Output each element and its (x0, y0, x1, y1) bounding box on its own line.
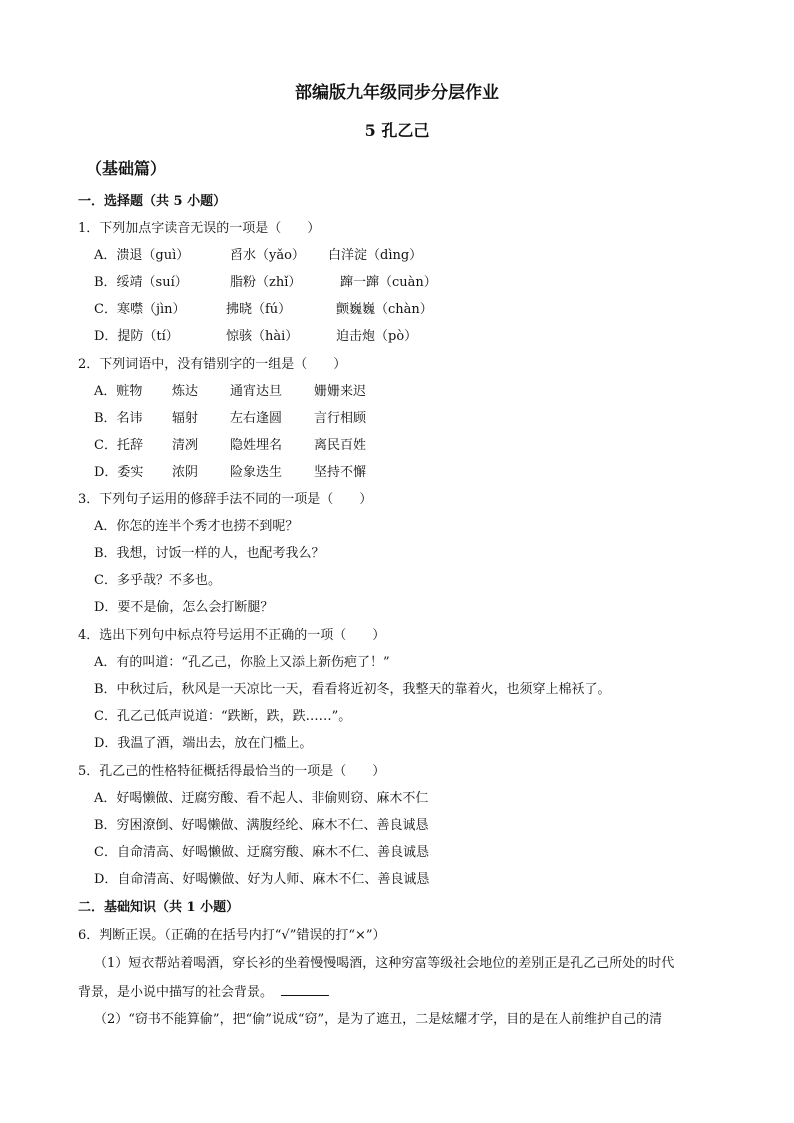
judge-item-1-cont (78, 983, 329, 1002)
option-item: 隐姓埋名 (230, 438, 283, 453)
option-d: D．自命清高、好喝懒做、好为人师、麻木不仁、善良诚恳 (94, 872, 430, 887)
option-c: C．孔乙己低声说道：“跌断，跌，跌……”。 (94, 709, 352, 724)
option-item: 拂晓（fú） (226, 302, 292, 317)
option-c: C．多乎哉？不多也。 (94, 573, 221, 588)
option-item: 舀水（yǎo） (230, 248, 305, 263)
question-stem: 2．下列词语中，没有错别字的一组是（ ） (78, 357, 347, 372)
option-item: 清冽 (172, 438, 199, 453)
option-b: B．中秋过后，秋风是一天凉比一天，看看将近初冬，我整天的靠着火，也须穿上棉袄了。 (94, 682, 611, 697)
option-b: B．穷困潦倒、好喝懒做、满腹经纶、麻木不仁、善良诚恳 (94, 818, 429, 833)
option-item: 言行相顾 (314, 411, 367, 426)
option-item: 蹿一蹿（cuàn） (340, 275, 437, 290)
option-item: 离民百姓 (314, 438, 367, 453)
option-a: A．你怎的连半个秀才也捞不到呢？ (94, 519, 299, 534)
judge-item-2: （2）“窃书不能算偷”，把“偷”说成“窃”，是为了遮丑，二是炫耀才学，目的是在人前维护自己的清 (94, 1012, 663, 1027)
option-a: A．好喝懒做、迂腐穷酸、看不起人、非偷则窃、麻木不仁 (94, 791, 429, 806)
option-item: 脂粉（zhǐ） (230, 275, 302, 290)
option-d: D．要不是偷，怎么会打断腿？ (94, 600, 274, 615)
option-c: C．托辞 (94, 438, 143, 453)
answer-blank[interactable] (281, 983, 329, 996)
question-stem: 1．下列加点字读音无误的一项是（ ） (78, 221, 321, 236)
option-item: 迫击炮（pò） (336, 329, 418, 344)
option-a: A．赃物 (94, 384, 143, 399)
option-a: A．有的叫道：“孔乙己，你脸上又添上新伤疤了！” (94, 655, 390, 670)
option-c: C．自命清高、好喝懒做、迂腐穷酸、麻木不仁、善良诚恳 (94, 845, 429, 860)
option-item: 白洋淀（dìng） (328, 248, 423, 263)
option-c: C．寒噤（jìn） (94, 302, 186, 317)
option-b: B．我想，讨饭一样的人，也配考我么？ (94, 546, 325, 561)
document-title: 部编版九年级同步分层作业 (295, 83, 499, 103)
option-b: B．绥靖（suí） (94, 275, 188, 290)
option-d: D．我温了酒，端出去，放在门槛上。 (94, 736, 313, 751)
option-item: 炼达 (172, 384, 199, 399)
option-d: D．提防（tí） (94, 329, 179, 344)
option-item: 左右逢圆 (230, 411, 283, 426)
section-heading-choice: 一．选择题（共 5 小题） (78, 194, 227, 209)
option-item: 浓阴 (172, 465, 199, 480)
judge-item-1: （1）短衣帮站着喝酒，穿长衫的坐着慢慢喝酒，这种穷富等级社会地位的差别正是孔乙己所处的时代 (94, 956, 675, 971)
option-item: 辐射 (172, 411, 199, 426)
option-a: A．溃退（guì） (94, 248, 190, 263)
option-d: D．委实 (94, 465, 144, 480)
question-stem: 6．判断正误。（正确的在括号内打“√”错误的打“×”） (78, 928, 386, 943)
option-item: 颤巍巍（chàn） (336, 302, 433, 317)
question-stem: 3．下列句子运用的修辞手法不同的一项是（ ） (78, 492, 373, 507)
question-stem: 4．选出下列句中标点符号运用不正确的一项（ ） (78, 628, 386, 643)
lesson-title: 5 孔乙己 (364, 121, 430, 140)
option-item: 惊骇（hài） (226, 329, 299, 344)
option-item: 险象迭生 (230, 465, 283, 480)
option-item: 姗姗来迟 (314, 384, 367, 399)
section-heading-basics: 二．基础知识（共 1 小题） (78, 900, 240, 915)
option-item: 坚持不懈 (314, 465, 367, 480)
option-item: 通宵达旦 (230, 384, 283, 399)
level-label: （基础篇） (86, 159, 167, 178)
judge-item-1-text: 背景，是小说中描写的社会背景。 (78, 985, 274, 1000)
question-stem: 5．孔乙己的性格特征概括得最恰当的一项是（ ） (78, 764, 386, 779)
option-b: B．名讳 (94, 411, 143, 426)
